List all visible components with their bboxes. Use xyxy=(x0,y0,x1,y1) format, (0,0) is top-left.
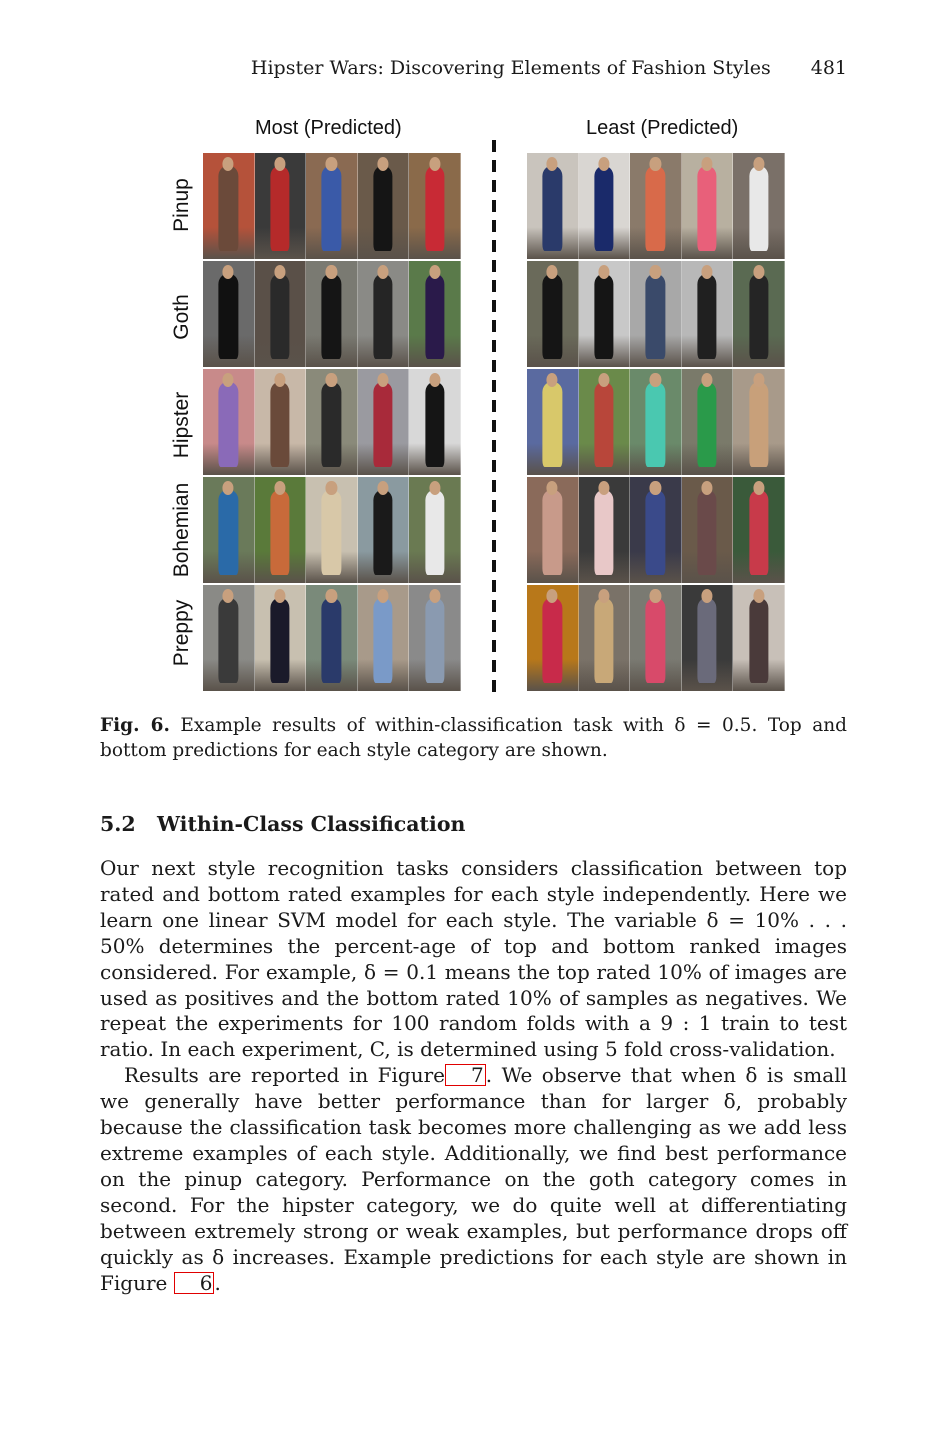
person-head xyxy=(650,373,661,387)
photo-thumbnail xyxy=(203,369,255,475)
photo-thumbnail xyxy=(527,477,579,583)
person-head xyxy=(378,481,389,495)
paragraph-2 xyxy=(100,1063,847,1296)
caption-text: Example results of within-classification task with δ = 0.5. Top and bottom predictions for each style category are shown. xyxy=(100,715,847,761)
outfit-figure xyxy=(322,382,341,467)
photo-thumbnail xyxy=(527,261,579,367)
outfit-figure xyxy=(697,490,716,575)
person-head xyxy=(429,373,440,387)
row-label-goth: Goth xyxy=(170,294,193,340)
photo-thumbnail xyxy=(358,153,410,259)
photo-thumbnail xyxy=(579,477,631,583)
person-head xyxy=(702,265,713,279)
outfit-figure xyxy=(425,274,444,359)
photo-thumbnail xyxy=(306,369,358,475)
page-number: 481 xyxy=(810,57,847,79)
photo-thumbnail xyxy=(409,153,461,259)
person-head xyxy=(274,589,285,603)
person-head xyxy=(274,265,285,279)
outfit-figure xyxy=(219,166,238,251)
most-predicted-title: Most (Predicted) xyxy=(255,117,402,139)
outfit-figure xyxy=(270,382,289,467)
photo-thumbnail xyxy=(358,261,410,367)
photo-thumbnail xyxy=(733,261,785,367)
photo-thumbnail xyxy=(409,369,461,475)
person-head xyxy=(326,265,337,279)
outfit-figure xyxy=(543,274,562,359)
least-predicted-grid xyxy=(527,153,785,691)
outfit-figure xyxy=(425,166,444,251)
photo-thumbnail xyxy=(682,153,734,259)
outfit-figure xyxy=(322,274,341,359)
figure-caption xyxy=(100,713,847,763)
outfit-figure xyxy=(219,598,238,683)
photo-thumbnail xyxy=(733,369,785,475)
paragraph-1: Our next style recognition tasks considers classification between top rated and bottom rated examples for each style independently. Here we learn one linear SVM model for each style. The variable δ = 10% . . . 50% determines the percent-age of top and bottom ranked images considered. For example, δ = 0.1 means the top rated 10% of images are used as positives and the bottom rated 10% of samples as negatives. We repeat the experiments for 100 random folds with a 9 : 1 train to test ratio. In each experiment, C, is determined using 5 fold cross-validation. xyxy=(100,856,847,1062)
outfit-figure xyxy=(270,598,289,683)
person-head xyxy=(429,157,440,171)
photo-thumbnail xyxy=(682,477,734,583)
outfit-figure xyxy=(749,382,768,467)
photo-thumbnail xyxy=(203,153,255,259)
person-head xyxy=(753,373,764,387)
person-head xyxy=(326,589,337,603)
photo-thumbnail xyxy=(579,585,631,691)
outfit-figure xyxy=(749,598,768,683)
photo-thumbnail xyxy=(527,153,579,259)
person-head xyxy=(429,589,440,603)
person-head xyxy=(650,265,661,279)
person-head xyxy=(702,589,713,603)
outfit-figure xyxy=(373,274,392,359)
photo-thumbnail xyxy=(630,261,682,367)
person-head xyxy=(223,157,234,171)
photo-thumbnail xyxy=(409,585,461,691)
photo-thumbnail xyxy=(306,153,358,259)
photo-thumbnail xyxy=(630,369,682,475)
section-heading xyxy=(100,812,465,836)
photo-thumbnail xyxy=(630,585,682,691)
person-head xyxy=(547,373,558,387)
person-head xyxy=(702,157,713,171)
least-predicted-title: Least (Predicted) xyxy=(586,117,739,139)
person-head xyxy=(753,481,764,495)
photo-thumbnail xyxy=(579,261,631,367)
photo-thumbnail xyxy=(733,477,785,583)
photo-thumbnail xyxy=(682,261,734,367)
outfit-figure xyxy=(749,274,768,359)
outfit-figure xyxy=(270,490,289,575)
person-head xyxy=(378,373,389,387)
row-label-preppy: Preppy xyxy=(170,599,193,667)
photo-thumbnail xyxy=(306,261,358,367)
person-head xyxy=(598,157,609,171)
photo-thumbnail xyxy=(358,585,410,691)
person-head xyxy=(650,481,661,495)
person-head xyxy=(598,265,609,279)
outfit-figure xyxy=(646,598,665,683)
person-head xyxy=(753,589,764,603)
photo-thumbnail xyxy=(255,261,307,367)
outfit-figure xyxy=(646,490,665,575)
person-head xyxy=(274,481,285,495)
photo-thumbnail xyxy=(358,477,410,583)
person-head xyxy=(598,589,609,603)
photo-thumbnail xyxy=(682,585,734,691)
paragraph-2-part-b: . We observe that when δ is small we generally have better performance than for larger δ, probably because the classification task becomes more challenging as we add less extreme examples of each style. Additionally, we find best performance on the pinup category. Performance on the goth category comes in second. For the hipster category, we do quite well at differentiating between extremely strong or weak examples, but performance drops off quickly as δ increases. Example predictions for each style are shown in Figure xyxy=(100,1063,847,1295)
person-head xyxy=(650,157,661,171)
photo-thumbnail xyxy=(527,369,579,475)
outfit-figure xyxy=(373,166,392,251)
photo-thumbnail xyxy=(358,369,410,475)
body-text xyxy=(100,856,847,1296)
outfit-figure xyxy=(646,382,665,467)
person-head xyxy=(753,157,764,171)
outfit-figure xyxy=(749,166,768,251)
paragraph-2-part-c: . xyxy=(214,1270,221,1295)
photo-thumbnail xyxy=(203,261,255,367)
outfit-figure xyxy=(543,166,562,251)
outfit-figure xyxy=(697,274,716,359)
person-head xyxy=(598,373,609,387)
outfit-figure xyxy=(373,490,392,575)
outfit-figure xyxy=(219,382,238,467)
person-head xyxy=(378,157,389,171)
caption-label: Fig. 6. xyxy=(100,715,170,736)
outfit-figure xyxy=(322,598,341,683)
outfit-figure xyxy=(373,598,392,683)
person-head xyxy=(753,265,764,279)
paragraph-2-part-a: Results are reported in Figure xyxy=(124,1063,446,1088)
section-number: 5.2 xyxy=(100,812,136,836)
person-head xyxy=(326,481,337,495)
photo-thumbnail xyxy=(733,585,785,691)
outfit-figure xyxy=(594,598,613,683)
outfit-figure xyxy=(697,382,716,467)
photo-thumbnail xyxy=(733,153,785,259)
outfit-figure xyxy=(646,166,665,251)
person-head xyxy=(223,373,234,387)
photo-thumbnail xyxy=(409,477,461,583)
person-head xyxy=(378,589,389,603)
photo-thumbnail xyxy=(306,585,358,691)
outfit-figure xyxy=(594,490,613,575)
outfit-figure xyxy=(646,274,665,359)
person-head xyxy=(378,265,389,279)
person-head xyxy=(650,589,661,603)
person-head xyxy=(547,157,558,171)
outfit-figure xyxy=(543,598,562,683)
person-head xyxy=(274,373,285,387)
outfit-figure xyxy=(425,598,444,683)
outfit-figure xyxy=(543,490,562,575)
outfit-figure xyxy=(749,490,768,575)
photo-thumbnail xyxy=(255,477,307,583)
photo-thumbnail xyxy=(255,369,307,475)
outfit-figure xyxy=(594,382,613,467)
person-head xyxy=(429,481,440,495)
figure-6-link[interactable]: 6 xyxy=(174,1272,215,1294)
person-head xyxy=(274,157,285,171)
row-label-hipster: Hipster xyxy=(170,391,193,459)
photo-thumbnail xyxy=(203,477,255,583)
row-label-pinup: Pinup xyxy=(170,178,193,232)
outfit-figure xyxy=(543,382,562,467)
outfit-figure xyxy=(373,382,392,467)
outfit-figure xyxy=(322,490,341,575)
outfit-figure xyxy=(219,274,238,359)
outfit-figure xyxy=(697,166,716,251)
outfit-figure xyxy=(322,166,341,251)
person-head xyxy=(326,373,337,387)
person-head xyxy=(547,481,558,495)
dashed-divider xyxy=(492,140,496,692)
photo-thumbnail xyxy=(630,153,682,259)
person-head xyxy=(702,481,713,495)
outfit-figure xyxy=(219,490,238,575)
photo-thumbnail xyxy=(682,369,734,475)
person-head xyxy=(223,265,234,279)
person-head xyxy=(429,265,440,279)
photo-thumbnail xyxy=(579,153,631,259)
figure-6 xyxy=(0,0,950,700)
outfit-figure xyxy=(270,166,289,251)
photo-thumbnail xyxy=(306,477,358,583)
person-head xyxy=(223,589,234,603)
photo-thumbnail xyxy=(255,585,307,691)
section-title: Within-Class Classification xyxy=(157,812,466,836)
outfit-figure xyxy=(270,274,289,359)
photo-thumbnail xyxy=(630,477,682,583)
photo-thumbnail xyxy=(409,261,461,367)
photo-thumbnail xyxy=(527,585,579,691)
person-head xyxy=(547,589,558,603)
photo-thumbnail xyxy=(255,153,307,259)
photo-thumbnail xyxy=(579,369,631,475)
person-head xyxy=(598,481,609,495)
person-head xyxy=(223,481,234,495)
photo-thumbnail xyxy=(203,585,255,691)
row-label-bohemian: Bohemian xyxy=(170,482,193,578)
outfit-figure xyxy=(594,166,613,251)
running-head-title: Hipster Wars: Discovering Elements of Fashion Styles xyxy=(250,57,771,79)
person-head xyxy=(326,157,337,171)
most-predicted-grid xyxy=(203,153,461,691)
person-head xyxy=(547,265,558,279)
outfit-figure xyxy=(425,490,444,575)
figure-7-link[interactable]: 7 xyxy=(445,1064,486,1086)
outfit-figure xyxy=(697,598,716,683)
person-head xyxy=(702,373,713,387)
outfit-figure xyxy=(594,274,613,359)
outfit-figure xyxy=(425,382,444,467)
